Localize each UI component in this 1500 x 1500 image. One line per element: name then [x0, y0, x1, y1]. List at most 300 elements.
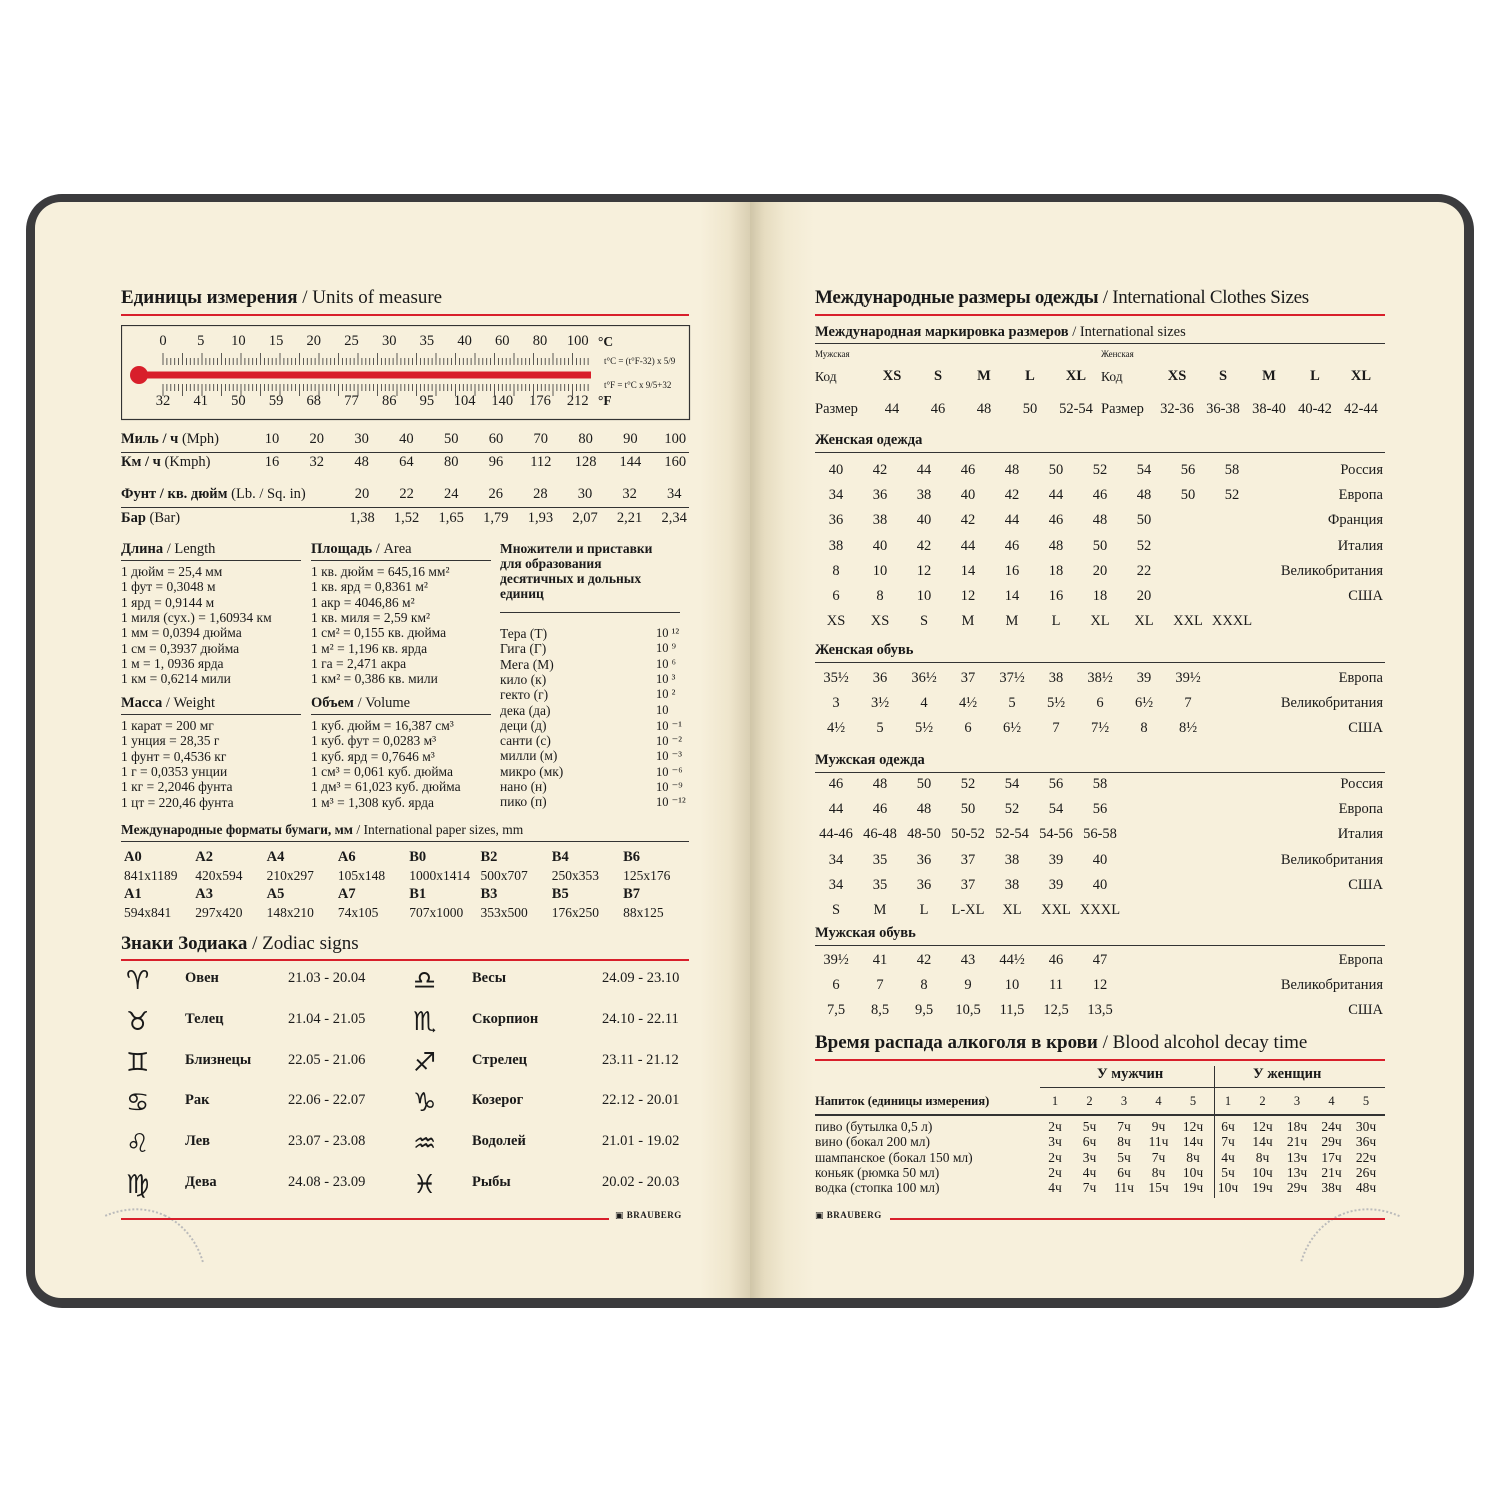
alcohol-men-value: 12ч — [1182, 1119, 1204, 1134]
women-clothes-value: 48 — [1004, 462, 1020, 478]
prefix-name: дека (да) — [500, 702, 551, 718]
alcohol-women-value: 38ч — [1321, 1180, 1342, 1196]
paper-format-size: 420x594 — [195, 868, 243, 883]
formula-fahrenheit: t°F = t°C x 9/5+32 — [604, 380, 672, 390]
kmh-value: 32 — [309, 454, 325, 470]
alcohol-men-value: 5ч — [1117, 1149, 1131, 1165]
men-clothes-country: Россия — [1340, 776, 1383, 792]
women-shoes-value: 35½ — [823, 670, 849, 686]
alcohol-men-value: 10ч — [1182, 1164, 1204, 1180]
women-clothes-value: 42 — [960, 512, 976, 529]
area-line: 1 акр = 4046,86 м² — [311, 594, 415, 610]
men-shoes-value: 6 — [832, 977, 840, 994]
women-clothes-value: 48 — [1136, 487, 1152, 504]
zodiac-right-icon: ♒ — [413, 1129, 437, 1160]
men-clothes-value: 50 — [960, 801, 976, 818]
paper-format-size: 210x297 — [266, 868, 314, 883]
fahrenheit-label: 104 — [453, 393, 476, 409]
zodiac-right-name: Рыбы — [472, 1174, 511, 1190]
men-clothes-value: 34 — [828, 851, 844, 868]
alcohol-women-value: 5ч — [1221, 1164, 1235, 1180]
area-line: 1 кв. дюйм = 645,16 мм² — [311, 564, 450, 579]
alcohol-men-value: 15ч — [1148, 1180, 1169, 1196]
men-shoes-value: 12,5 — [1043, 1002, 1069, 1019]
women-shoes-value: 4 — [920, 695, 928, 712]
zodiac-left-name: Телец — [185, 1010, 224, 1027]
intl-men-size: 48 — [976, 401, 992, 417]
men-clothes-value: S — [831, 902, 841, 918]
alcohol-title: Время распада алкоголя в крови / Blood alcohol decay time — [815, 1032, 1308, 1053]
prefix-name: Мега (М) — [500, 656, 554, 672]
paper-rule — [121, 841, 689, 842]
celsius-unit: °C — [598, 334, 614, 349]
paper-format-name: A0 — [124, 849, 142, 865]
men-clothes-value: 37 — [960, 876, 976, 893]
area-rule — [311, 560, 491, 561]
length-line: 1 м = 1, 0936 ярда — [121, 655, 224, 671]
intl-women-size: 36-38 — [1206, 401, 1240, 417]
fahrenheit-unit: °F — [598, 393, 612, 408]
psi-value: 22 — [399, 486, 414, 502]
bar-value: 2,34 — [661, 510, 687, 526]
women-clothes-value: XL — [1090, 613, 1110, 630]
paper-format-size: 594x841 — [124, 905, 172, 920]
women-clothes-value: 54 — [1136, 462, 1152, 478]
alcohol-table-rule — [815, 1114, 1385, 1116]
women-clothes-country: Европа — [1338, 487, 1383, 504]
intl-men-code: XS — [882, 368, 902, 384]
zodiac-title-underline — [121, 959, 689, 961]
zodiac-right-icon: ♓ — [413, 1170, 437, 1200]
women-clothes-value: 36 — [828, 512, 844, 529]
zodiac-right-name: Козерог — [472, 1092, 524, 1109]
alcohol-men-value: 6ч — [1082, 1134, 1097, 1150]
alcohol-men-value: 8ч — [1117, 1134, 1131, 1150]
formula-celsius: t°C = (t°F-32) x 5/9 — [604, 356, 676, 366]
prefix-value: 10 ⁻¹² — [656, 795, 686, 810]
mass-heading: Масса / Weight — [121, 695, 216, 711]
area-line: 1 га = 2,471 акра — [311, 655, 407, 671]
fahrenheit-label: 50 — [231, 393, 246, 409]
women-clothes-value: 42 — [916, 537, 932, 554]
mass-line: 1 унция = 28,35 г — [121, 733, 220, 749]
right-brand-logo: ▣ BRAUBERG — [815, 1210, 882, 1220]
alcohol-women-value: 14ч — [1252, 1134, 1273, 1150]
alcohol-women-value: 13ч — [1286, 1149, 1308, 1165]
fahrenheit-label: 77 — [344, 393, 359, 409]
intl-women-code-label: Код — [1101, 369, 1123, 384]
psi-value: 30 — [577, 486, 593, 502]
women-clothes-value: 42 — [872, 462, 888, 478]
kmh-value: 128 — [574, 454, 597, 470]
psi-value: 28 — [533, 486, 548, 502]
bar-value: 1,65 — [438, 510, 464, 526]
women-clothes-value: 36 — [872, 487, 888, 504]
paper-format-name: A2 — [195, 849, 214, 865]
zodiac-left-name: Овен — [185, 970, 219, 986]
prefix-name: пико (п) — [500, 794, 547, 810]
men-clothes-value: M — [873, 902, 887, 918]
zodiac-right-dates: 22.12 - 20.01 — [602, 1092, 680, 1109]
mph-value: 50 — [443, 431, 459, 447]
men-clothes-value: XXXL — [1079, 902, 1121, 918]
intl-men-code-label: Код — [815, 369, 837, 384]
women-clothes-value: 40 — [872, 537, 888, 554]
men-clothes-country: США — [1348, 876, 1383, 893]
alcohol-women-value: 12ч — [1252, 1119, 1273, 1134]
alcohol-women-value: 36ч — [1355, 1134, 1377, 1150]
women-shoes-value: 39½ — [1175, 670, 1201, 686]
alcohol-men-value: 6ч — [1117, 1164, 1131, 1180]
men-shoes-value: 8,5 — [870, 1002, 890, 1019]
alcohol-men-col-head: 1 — [1051, 1094, 1059, 1108]
alcohol-men-value: 4ч — [1082, 1164, 1097, 1180]
alcohol-men-value: 7ч — [1151, 1149, 1166, 1165]
intl-women-code: L — [1310, 368, 1320, 384]
men-shoes-value: 46 — [1048, 952, 1064, 968]
women-clothes-value: 10 — [916, 588, 932, 604]
men-clothes-value: 38 — [1004, 876, 1020, 893]
women-clothes-value: 10 — [872, 562, 888, 579]
women-clothes-value: XS — [826, 613, 846, 630]
paper-format-size: 841x1189 — [124, 868, 178, 883]
alcohol-women-value: 10ч — [1217, 1180, 1239, 1196]
intl-women-size: 42-44 — [1344, 401, 1378, 417]
alcohol-women-value: 17ч — [1321, 1149, 1342, 1165]
prefix-heading-line: Множители и приставки — [500, 541, 653, 556]
men-clothes-value: 44-46 — [819, 826, 853, 843]
pressure-divider — [121, 507, 689, 508]
men-clothes-value: L-XL — [951, 902, 985, 918]
alcohol-drink: коньяк (рюмка 50 мл) — [815, 1164, 940, 1180]
women-clothes-value: 50 — [1048, 462, 1064, 478]
women-clothes-value: 12 — [960, 588, 976, 604]
women-shoes-value: 5½ — [1046, 695, 1066, 712]
alcohol-women-value: 22ч — [1355, 1149, 1377, 1165]
bar-value: 2,21 — [616, 510, 643, 526]
prefix-heading-line: для образования — [500, 556, 602, 571]
intl-men-size: 50 — [1022, 401, 1038, 417]
men-clothes-value: 52 — [960, 776, 976, 792]
mph-value: 70 — [533, 431, 549, 447]
alcohol-men-value: 5ч — [1082, 1119, 1097, 1134]
paper-format-name: B3 — [480, 886, 498, 902]
men-clothes-value: 48-50 — [907, 826, 941, 843]
psi-label: Фунт / кв. дюйм (Lb. / Sq. in) — [121, 486, 306, 502]
zodiac-left-name: Лев — [185, 1133, 210, 1150]
men-clothes-value: 50-52 — [951, 826, 985, 843]
kmh-value: 160 — [664, 454, 687, 470]
paper-format-name: A1 — [124, 886, 142, 902]
prefix-heading-line: десятичных и дольных — [500, 571, 642, 586]
women-shoes-value: 6½ — [1002, 720, 1022, 737]
celsius-label: 100 — [566, 333, 589, 349]
men-clothes-value: XL — [1002, 902, 1022, 918]
women-shoes-country: Великобритания — [1280, 695, 1383, 712]
fahrenheit-label: 95 — [419, 393, 435, 409]
zodiac-left-icon: ♌ — [126, 1129, 150, 1160]
men-clothes-value: 48 — [872, 776, 888, 792]
women-clothes-value: 16 — [1004, 562, 1020, 579]
zodiac-left-icon: ♉ — [126, 1006, 150, 1037]
alcohol-women-value: 6ч — [1221, 1119, 1235, 1134]
length-line: 1 дюйм = 25,4 мм — [121, 564, 223, 579]
paper-format-size: 176x250 — [551, 905, 600, 920]
women-clothes-value: 16 — [1048, 588, 1064, 604]
paper-format-name: B2 — [480, 849, 498, 865]
alcohol-women-value: 24ч — [1321, 1119, 1342, 1134]
left-footer-line — [121, 1218, 609, 1220]
volume-line: 1 куб. дюйм = 16,387 см³ — [311, 718, 454, 733]
women-clothes-value: 50 — [1136, 512, 1152, 529]
women-clothes-country: Италия — [1337, 537, 1383, 554]
women-shoes-value: 4½ — [958, 695, 978, 712]
alcohol-men-value: 7ч — [1082, 1180, 1097, 1196]
intl-women-code: XS — [1167, 368, 1187, 384]
women-shoes-value: 6½ — [1134, 695, 1154, 712]
zodiac-right-name: Скорпион — [472, 1010, 539, 1027]
alcohol-men-value: 11ч — [1114, 1180, 1134, 1196]
celsius-label: 5 — [197, 333, 205, 349]
fahrenheit-label: 59 — [268, 393, 284, 409]
alcohol-women-col-head: 3 — [1293, 1094, 1301, 1108]
men-clothes-value: 54 — [1004, 776, 1020, 792]
women-clothes-value: L — [1051, 613, 1061, 630]
intl-men-size: 52-54 — [1059, 401, 1093, 417]
women-clothes-value: 22 — [1136, 562, 1152, 579]
men-clothes-value: 48 — [916, 801, 932, 818]
fahrenheit-label: 140 — [491, 393, 514, 409]
men-shoes-country: США — [1348, 1002, 1383, 1019]
women-shoes-heading: Женская обувь — [815, 642, 914, 658]
alcohol-men-value: 9ч — [1151, 1119, 1166, 1134]
women-clothes-rule — [815, 452, 1385, 453]
zodiac-left-dates: 21.04 - 21.05 — [288, 1010, 366, 1027]
men-shoes-value: 7,5 — [826, 1002, 846, 1019]
alcohol-women-value: 10ч — [1252, 1164, 1273, 1180]
mass-line: 1 фунт = 0,4536 кг — [121, 748, 227, 764]
women-clothes-value: M — [1005, 613, 1019, 630]
intl-women-size: 38-40 — [1252, 401, 1286, 417]
mph-value: 20 — [309, 431, 325, 447]
zodiac-right-icon: ♎ — [413, 966, 437, 996]
women-clothes-value: 48 — [1092, 512, 1108, 529]
alcohol-men-value: 2ч — [1048, 1164, 1062, 1180]
length-line: 1 мм = 0,0394 дюйма — [121, 625, 242, 641]
celsius-label: 35 — [419, 333, 435, 349]
prefix-name: Гига (Г) — [500, 641, 547, 657]
bar-value: 1,79 — [483, 510, 509, 526]
psi-value: 24 — [443, 486, 459, 502]
zodiac-right-dates: 20.02 - 20.03 — [602, 1174, 680, 1190]
men-clothes-value: 35 — [872, 851, 888, 868]
women-clothes-country: Франция — [1327, 512, 1383, 529]
mass-line: 1 кг = 2,2046 фунта — [121, 779, 233, 795]
women-clothes-value: S — [919, 613, 929, 630]
women-shoes-rule — [815, 662, 1385, 663]
celsius-label: 30 — [381, 333, 397, 349]
prefix-name: милли (м) — [500, 748, 558, 764]
men-shoes-value: 7 — [876, 977, 884, 994]
zodiac-left-icon: ♊ — [126, 1047, 150, 1078]
alcohol-women-value: 19ч — [1252, 1180, 1273, 1196]
men-shoes-country: Великобритания — [1280, 977, 1383, 994]
alcohol-men-col-head: 2 — [1086, 1094, 1093, 1108]
prefix-value: 10 ⁻⁹ — [656, 780, 683, 794]
women-clothes-value: 12 — [916, 562, 932, 579]
prefix-value: 10 ² — [656, 687, 676, 702]
men-clothes-value: 44 — [828, 801, 844, 818]
alcohol-title-underline — [815, 1059, 1385, 1061]
intl-men-code: XL — [1065, 368, 1087, 384]
paper-format-size: 250x353 — [551, 868, 600, 883]
women-clothes-value: 44 — [1048, 487, 1064, 504]
prefix-value: 10 ⁹ — [656, 641, 676, 656]
alcohol-women-value: 30ч — [1355, 1119, 1377, 1134]
paper-format-size: 74x105 — [337, 905, 379, 920]
men-shoes-value: 10 — [1004, 977, 1020, 994]
men-clothes-value: 46-48 — [863, 826, 897, 843]
women-shoes-value: 38 — [1048, 670, 1064, 686]
alcohol-men-value: 19ч — [1182, 1180, 1204, 1196]
prefix-value: 10 — [656, 702, 669, 717]
paper-format-name: B0 — [409, 849, 427, 865]
women-shoes-value: 5½ — [914, 720, 934, 737]
area-line: 1 м² = 1,196 кв. ярда — [311, 640, 428, 656]
alcohol-men-value: 8ч — [1151, 1164, 1166, 1180]
women-clothes-value: 40 — [916, 512, 932, 529]
women-clothes-value: 46 — [1004, 537, 1020, 554]
women-clothes-country: США — [1348, 588, 1383, 604]
alcohol-women-value: 7ч — [1221, 1134, 1235, 1150]
paper-format-name: B1 — [409, 886, 427, 902]
women-shoes-value: 37½ — [999, 670, 1025, 686]
women-shoes-value: 8½ — [1178, 720, 1198, 737]
volume-line: 1 куб. фут = 0,0283 м³ — [311, 733, 437, 749]
length-line: 1 см = 0,3937 дюйма — [121, 640, 240, 656]
women-clothes-value: 38 — [828, 537, 844, 554]
prefix-value: 10 ¹² — [656, 626, 680, 640]
kmh-value: 112 — [530, 454, 552, 470]
paper-format-size: 707x1000 — [409, 905, 464, 920]
kmh-value: 64 — [399, 454, 414, 470]
women-clothes-value: 52 — [1092, 462, 1108, 478]
women-clothes-value: 18 — [1092, 588, 1108, 604]
zodiac-left-dates: 24.08 - 23.09 — [288, 1174, 366, 1190]
paper-format-name: B4 — [551, 849, 569, 865]
zodiac-left-icon: ♈ — [126, 966, 150, 996]
fahrenheit-label: 176 — [529, 393, 551, 409]
women-clothes-value: 14 — [1004, 588, 1020, 604]
men-shoes-value: 11 — [1049, 977, 1063, 994]
bar-value: 1,38 — [349, 510, 375, 526]
alcohol-women-value: 29ч — [1286, 1180, 1308, 1196]
alcohol-men-value: 2ч — [1048, 1119, 1062, 1134]
women-shoes-value: 8 — [1140, 720, 1148, 737]
alcohol-drink: вино (бокал 200 мл) — [815, 1134, 931, 1150]
zodiac-right-icon: ♑ — [413, 1088, 437, 1119]
alcohol-men-value: 11ч — [1148, 1134, 1169, 1150]
men-clothes-value: 56-58 — [1083, 826, 1117, 843]
women-clothes-value: 46 — [1092, 487, 1108, 504]
men-clothes-value: XXL — [1041, 902, 1071, 918]
men-shoes-value: 9 — [964, 977, 972, 994]
men-clothes-value: 36 — [916, 851, 932, 868]
men-shoes-value: 44½ — [999, 952, 1025, 968]
paper-format-name: B6 — [623, 849, 641, 865]
mass-line: 1 г = 0,0353 унции — [121, 763, 228, 779]
men-clothes-country: Великобритания — [1280, 851, 1383, 868]
zodiac-right-icon: ♐ — [413, 1047, 437, 1078]
men-clothes-value: 40 — [1092, 876, 1108, 893]
intl-women-code: M — [1262, 368, 1276, 384]
alcohol-women-value: 13ч — [1286, 1164, 1308, 1180]
women-clothes-value: 46 — [1048, 512, 1064, 529]
alcohol-drink: водка (стопка 100 мл) — [815, 1180, 940, 1196]
celsius-label: 10 — [231, 333, 246, 349]
women-clothes-value: 6 — [832, 588, 840, 604]
length-line: 1 миля (сух.) = 1,60934 км — [121, 609, 272, 625]
volume-line: 1 м³ = 1,308 куб. ярда — [311, 794, 435, 810]
women-clothes-heading: Женская одежда — [815, 432, 923, 448]
women-clothes-value: 52 — [1224, 487, 1240, 504]
paper-format-name: A6 — [337, 849, 356, 865]
sizes-title-underline — [815, 314, 1385, 316]
men-shoes-value: 42 — [916, 952, 932, 968]
women-clothes-value: 20 — [1136, 588, 1152, 604]
women-clothes-value: XXXL — [1211, 613, 1253, 630]
psi-value: 34 — [666, 486, 682, 502]
intl-women-size-label: Размер — [1101, 401, 1144, 417]
men-clothes-value: L — [919, 902, 929, 918]
men-shoes-rule — [815, 945, 1385, 946]
zodiac-left-name: Рак — [185, 1092, 210, 1109]
zodiac-right-name: Стрелец — [472, 1051, 528, 1068]
paper-heading: Международные форматы бумаги, мм / International paper sizes, mm — [121, 822, 524, 837]
celsius-label: 80 — [532, 333, 548, 349]
celsius-label: 20 — [306, 333, 322, 349]
alcohol-women-value: 21ч — [1321, 1164, 1342, 1180]
men-shoes-heading: Мужская обувь — [815, 925, 916, 941]
men-clothes-country: Италия — [1337, 826, 1383, 843]
length-line: 1 фут = 0,3048 м — [121, 579, 216, 595]
kmh-value: 16 — [264, 454, 280, 470]
prefix-value: 10 ³ — [656, 671, 676, 686]
men-clothes-value: 34 — [828, 876, 844, 893]
prefix-name: кило (к) — [500, 671, 547, 687]
alcohol-women-col-head: 4 — [1328, 1094, 1335, 1108]
zodiac-left-name: Близнецы — [185, 1051, 252, 1068]
women-clothes-value: M — [961, 613, 975, 630]
units-title — [121, 287, 442, 309]
men-clothes-heading: Мужская одежда — [815, 752, 925, 768]
left-brand-logo: ▣ BRAUBERG — [615, 1210, 682, 1220]
paper-format-name: B7 — [623, 886, 641, 902]
men-shoes-value: 47 — [1092, 952, 1108, 968]
fahrenheit-label: 212 — [566, 393, 589, 409]
men-shoes-value: 13,5 — [1087, 1002, 1113, 1019]
zodiac-right-name: Весы — [472, 970, 507, 986]
women-clothes-country: Великобритания — [1280, 562, 1383, 579]
alcohol-men-value: 8ч — [1186, 1149, 1200, 1165]
volume-heading: Объем / Volume — [311, 695, 411, 711]
alcohol-men-col-head: 3 — [1120, 1094, 1128, 1108]
men-shoes-value: 9,5 — [914, 1002, 934, 1019]
women-shoes-value: 36 — [872, 670, 888, 686]
prefix-value: 10 ⁻⁶ — [656, 764, 683, 779]
women-clothes-value: 38 — [916, 487, 932, 504]
alcohol-men-value: 14ч — [1182, 1134, 1204, 1150]
